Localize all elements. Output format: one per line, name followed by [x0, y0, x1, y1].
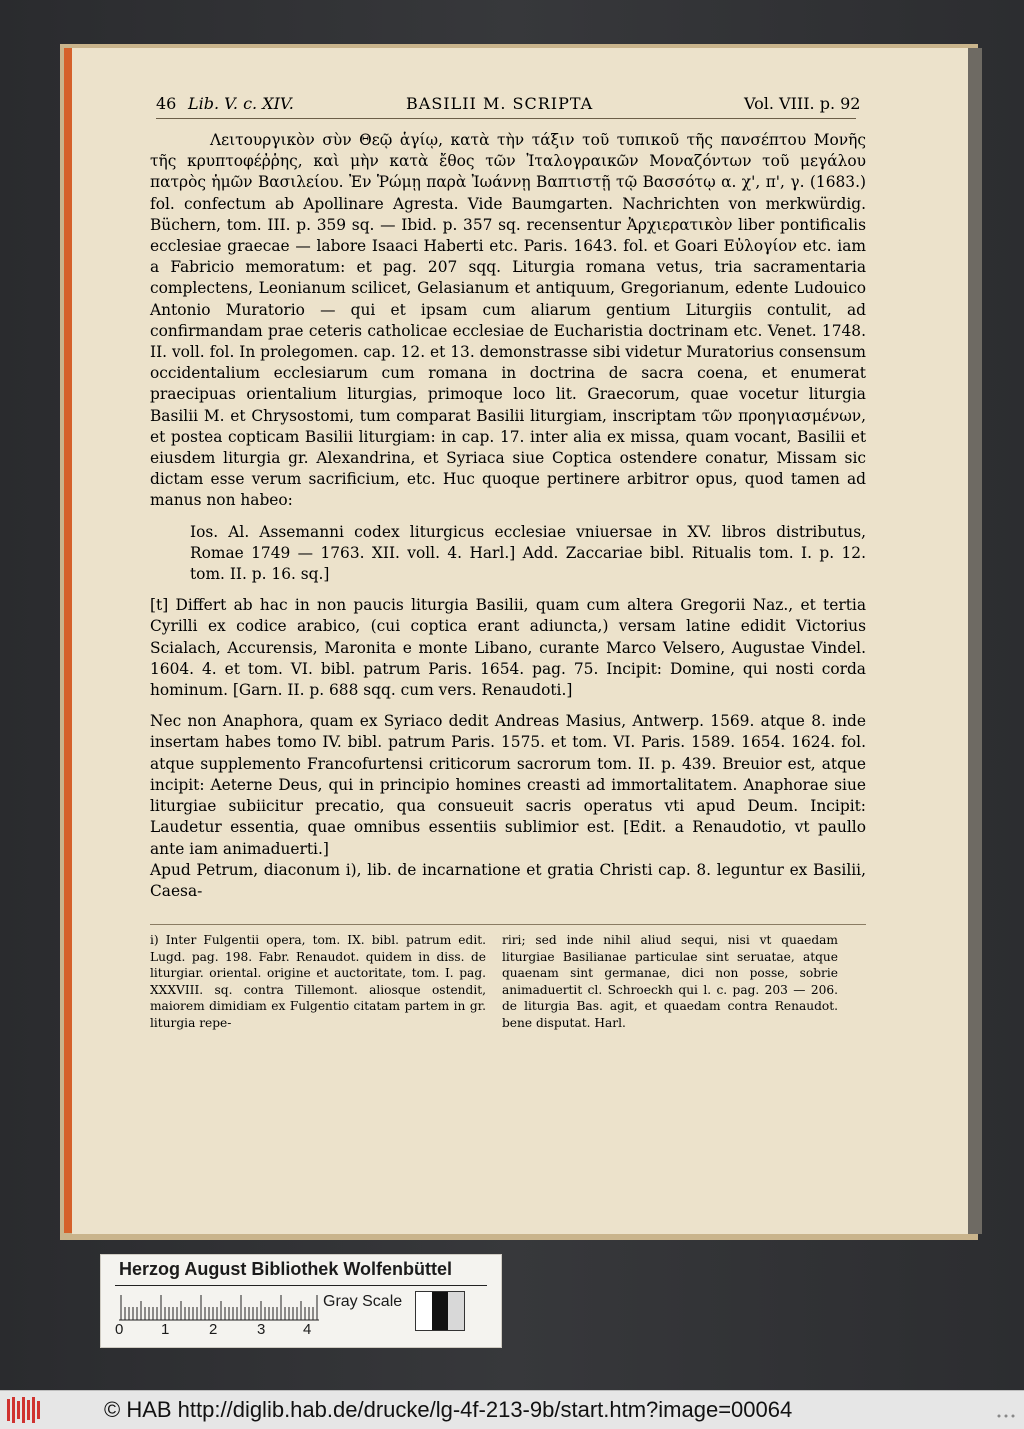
- ruler-icon: [119, 1293, 319, 1321]
- paragraph-2: Ios. Al. Assemanni codex liturgicus ecclesiae vniuersae in XV. libros distributus, Romae 1749 — 1763. XII. voll. 4. Harl.] Add. Zaccariae bibl. Ritualis tom. I. p. 12. tom. II. p. 16. sq.]: [190, 522, 866, 584]
- card-rule: [115, 1285, 487, 1286]
- library-scale-card: [100, 1254, 502, 1348]
- footnote-right-column: riri; sed inde nihil aliud sequi, nisi vt quaedam liturgiae Basilianae particulae sint seruatae, atque quaenam sint germanae, dici non posse, sobrie animaduertit cl. Schroeckh qui l. c. pag. 203 — 206. de liturgia Bas. agit, et quaedam contra Renaudot. bene disputat. Harl.: [502, 933, 838, 1030]
- volume-reference: Vol. VIII. p. 92: [744, 94, 861, 113]
- paragraph-5: Apud Petrum, diaconum i), lib. de incarnatione et gratia Christi cap. 8. leguntur ex Basilii, Caesa-: [150, 860, 866, 900]
- status-bar: [0, 1390, 1024, 1429]
- paragraph-4: Nec non Anaphora, quam ex Syriaco dedit Andreas Masius, Antwerp. 1569. atque 8. inde insertam habes tomo IV. bibl. patrum Paris. 1575. et tom. VI. Paris. 1589. 1654. 1624. fol. atque supplemento Francofurtensi criticorum sacrorum tom. II. p. 439. Breuior est, atque incipit: Aeterne Deus, qui in principio homines creasti ad immortalitatem. Anaphorae siue liturgiae subiicitur precatio, qua consueuit sacris operatus vti apud Deum. Incipit: Laudetur essentia, quae omnibus essentiis sublimior est. [Edit. a Renaudotio, vt paullo ante iam animaduerti.]: [150, 712, 866, 858]
- gray-scale-label: Gray Scale: [323, 1293, 403, 1310]
- page-gutter: [968, 48, 982, 1234]
- ruler-tick-0: 0: [115, 1321, 124, 1338]
- main-text: [150, 130, 866, 902]
- ruler-tick-2: 2: [209, 1321, 218, 1338]
- header-rule: [156, 118, 856, 119]
- section-reference: Lib. V. c. XIV.: [188, 94, 294, 113]
- footnote-rule: [150, 924, 866, 925]
- page-number: 46: [156, 94, 177, 113]
- running-header: [156, 94, 861, 120]
- ruler-tick-1: 1: [161, 1321, 170, 1338]
- paragraph-3: [t] Differt ab hac in non paucis liturgia Basilii, quam cum altera Gregorii Naz., et tertia Cyrilli ex codice arabico, (cui coptica erant adiuncta,) versam latine edidit Victorius Scialach, Accurensis, Maronita e monte Libano, curante Marco Velsero, Augustae Vindel. 1604. 4. et tom. VI. bibl. patrum Paris. 1654. pag. 75. Incipit: Domine, qui nosti corda hominum. [Garn. II. p. 688 sqq. cum vers. Renaudoti.]: [150, 596, 866, 700]
- paragraph-1: Λειτουργικὸν σὺν Θεῷ ἁγίῳ, κατὰ τὴν τάξιν τοῦ τυπικοῦ τῆς πανσέπτου Μονῆς τῆς κρυπτοφέῤῥης, καὶ μὴν κατὰ ἔθος τῶν Ἰταλογραικῶν Μοναζόντων τοῦ μεγάλου πατρὸς ἡμῶν Βασιλείου. Ἐν Ῥώμῃ παρὰ Ἰωάννῃ Βαπτιστῇ τῷ Βασσότῳ α. χ', π', γ. (1683.) fol. confectum ab Apollinare Agresta. Vide Baumgarten. Nachrichten von merkwürdig. Büchern, tom. III. p. 359 sq. — Ibid. p. 357 sq. recensentur Ἀρχιερατικὸν liber pontificalis ecclesiae graecae — labore Isaaci Haberti etc. Paris. 1643. fol. et Goari Εὐλογίον etc. iam a Fabricio memoratum: et pag. 207 sqq. Liturgia romana vetus, tria sacramentaria complectens, Leonianum scilicet, Gelasianum et antiquum, Gregorianum, edente Ludouico Antonio Muratorio — qui et ipsam cum aliarum gentium Liturgiis contulit, ad confirmandam prae ceteris catholicae ecclesiae de Eucharistia doctrinam etc. Venet. 1748. II. voll. fol. In prolegomen. cap. 12. et 13. demonstrasse sibi videtur Muratorius consensum occidentalium ecclesiarum cum romana in doctrina de sacra coena, et enumerat praecipuas orientalium liturgias, primoque loco lit. Graecorum, quae vocetur liturgia Basilii M. et Chrysostomi, tum comparat Basilii liturgiam, inscriptam τῶν προηγιασμένων, et postea copticam Basilii liturgiam: in cap. 17. inter alia ex missa, quam vocant, Basilii et eiusdem liturgia gr. Alexandrina, et Syriaca siue Coptica ostendere conatur, Missam sic dictam esse verum sacrificium, etc. Huc quoque pertinere arbitror opus, quod tamen ad manus non habeo:: [150, 131, 866, 510]
- library-name: Herzog August Bibliothek Wolfenbüttel: [119, 1259, 452, 1279]
- gray-scale-swatch: [415, 1291, 465, 1331]
- dots-icon: [996, 1405, 1016, 1413]
- copyright-url[interactable]: © HAB http://diglib.hab.de/drucke/lg-4f-213-9b/start.htm?image=00064: [104, 1397, 793, 1422]
- ruler-tick-3: 3: [257, 1321, 266, 1338]
- footnote-left-column: i) Inter Fulgentii opera, tom. IX. bibl. patrum edit. Lugd. pag. 198. Fabr. Renaudot. quidem in diss. de liturgiar. oriental. origine et auctoritate, tom. I. pag. XXXVIII. sq. contra Tillemont. aliosque ostendit, maiorem dimidiam ex Fulgentio citatam partem in gr. liturgia repe-: [150, 933, 486, 1030]
- hab-logo-icon: [6, 1395, 42, 1425]
- orange-page-edge: [64, 48, 72, 1233]
- ruler-tick-4: 4: [303, 1321, 312, 1338]
- running-title: BASILII M. SCRIPTA: [406, 94, 594, 113]
